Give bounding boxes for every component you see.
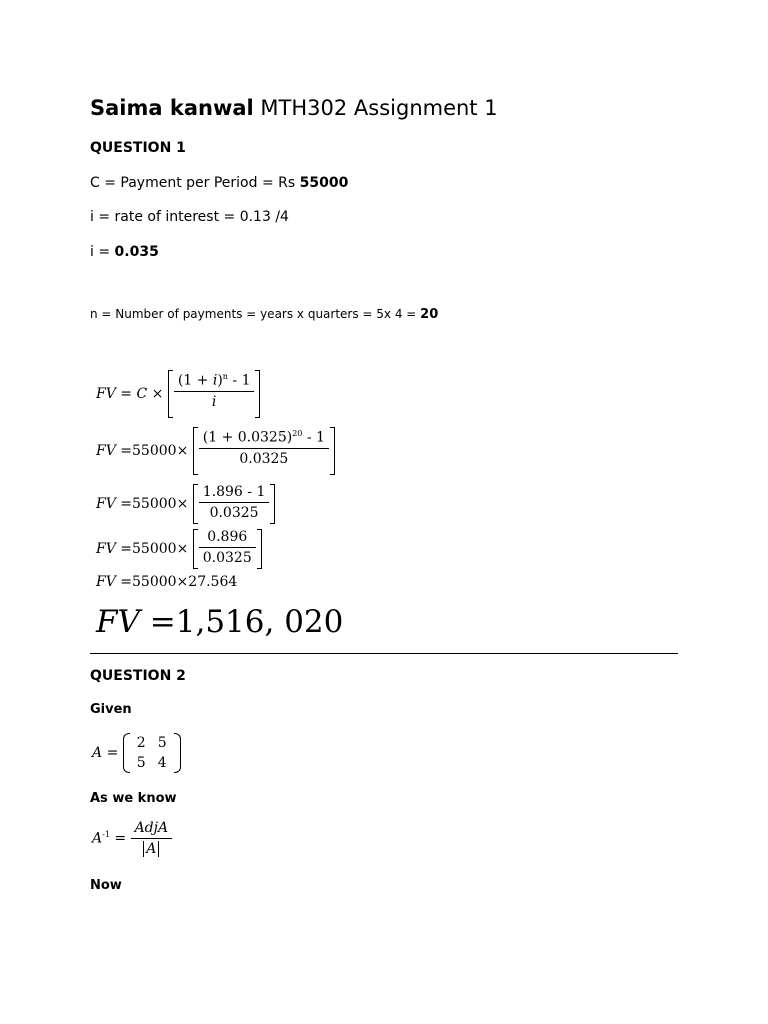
fraction-numerator: $(1 + i)^n - 1$ <box>174 372 255 392</box>
matrix-cell: 5 <box>157 735 167 751</box>
fv-symbol: FV <box>96 604 140 640</box>
fv-symbol: FV <box>96 496 116 512</box>
matrix-a <box>131 733 173 773</box>
matrix-cell: 4 <box>157 755 167 771</box>
matrix-symbol: A <box>92 745 103 761</box>
multiplier: 55000 <box>132 443 177 459</box>
fraction-denominator: A <box>131 839 173 857</box>
matrix-cell: 2 <box>136 735 146 751</box>
fv-symbol: FV <box>96 574 116 590</box>
fraction-numerator: $(1 + 0.0325)^{20} - 1$ <box>199 429 329 449</box>
bracket-group <box>193 427 335 475</box>
payments-count-line <box>90 307 438 322</box>
fraction-denominator: 0.0325 <box>209 505 259 521</box>
payments-count-label: n = Number of payments = years x quarters = 5x 4 = <box>90 307 421 321</box>
fraction-denominator: 0.0325 <box>202 550 252 566</box>
author-name: Saima kanwal <box>90 96 254 120</box>
payment-line <box>90 175 348 191</box>
interest-label: i = <box>90 244 115 260</box>
fraction <box>199 429 329 467</box>
multiplier: 55000 <box>132 541 177 557</box>
fraction <box>199 529 256 566</box>
assignment-title: MTH302 Assignment 1 <box>260 96 498 120</box>
fv-formula-general: FV = C × $\frac{(1 + i)^n - 1}{i}$ <box>96 370 260 418</box>
section-divider <box>90 653 678 654</box>
fv-result-value: 1,516, 020 <box>175 604 344 640</box>
payment-label: C = Payment per Period = Rs <box>90 175 300 191</box>
fraction-numerator: AdjA <box>131 820 173 839</box>
fv-formula-substituted: FV =55000× $\frac{(1 + 0.0325)^{20} - 1}{0.0325}$ <box>96 427 335 475</box>
matrix-a-definition: A = 2 5 5 4 <box>92 733 181 773</box>
matrix-cell: 5 <box>136 755 146 771</box>
bracket-group <box>168 370 261 418</box>
fraction <box>131 820 173 857</box>
payment-value: 55000 <box>299 175 349 191</box>
fv-formula-step-4: FV =55000× $\frac{0.896}{0.0325}$ <box>96 529 262 569</box>
document-title <box>90 96 498 120</box>
multiplier: 55000 <box>132 496 177 512</box>
fraction <box>199 484 270 521</box>
interest-value-line <box>90 244 159 260</box>
fraction-denominator: 0.0325 <box>239 450 289 467</box>
c-symbol: C <box>136 386 148 402</box>
matrix-row <box>131 733 173 753</box>
now-label: Now <box>90 878 122 893</box>
fraction-denominator: i <box>211 393 217 410</box>
matrix-row <box>131 753 173 773</box>
fraction <box>174 372 255 410</box>
as-we-know-label: As we know <box>90 791 177 806</box>
bracket-group <box>193 484 276 524</box>
fv-symbol: FV <box>96 541 116 557</box>
interest-value: 0.035 <box>114 244 159 260</box>
fv-formula-step-5: FV =55000×27.564 <box>96 574 238 590</box>
payments-count-value: 20 <box>420 307 439 322</box>
fraction-numerator: 1.896 - 1 <box>199 484 270 503</box>
fv-symbol: FV <box>96 386 116 402</box>
question-1-heading: QUESTION 1 <box>90 140 186 156</box>
fv-symbol: FV <box>96 443 116 459</box>
given-label: Given <box>90 702 132 717</box>
fv-formula-step-3: FV =55000× $\frac{1.896 - 1}{0.0325}$ <box>96 484 275 524</box>
fraction-numerator: 0.896 <box>199 529 256 548</box>
interest-rate-line: i = rate of interest = 0.13 /4 <box>90 209 289 225</box>
inverse-exponent: -1 <box>102 829 110 839</box>
inverse-formula: $A^{-1}$ = $\frac{\text{AdjA}}{A}$ <box>92 820 172 857</box>
product-expression: 55000×27.564 <box>132 574 238 590</box>
matrix-symbol: A <box>92 830 103 847</box>
matrix-parentheses <box>123 733 181 773</box>
fv-result: FV =1,516, 020 <box>96 604 344 640</box>
question-2-heading: QUESTION 2 <box>90 668 186 684</box>
bracket-group <box>193 529 262 569</box>
